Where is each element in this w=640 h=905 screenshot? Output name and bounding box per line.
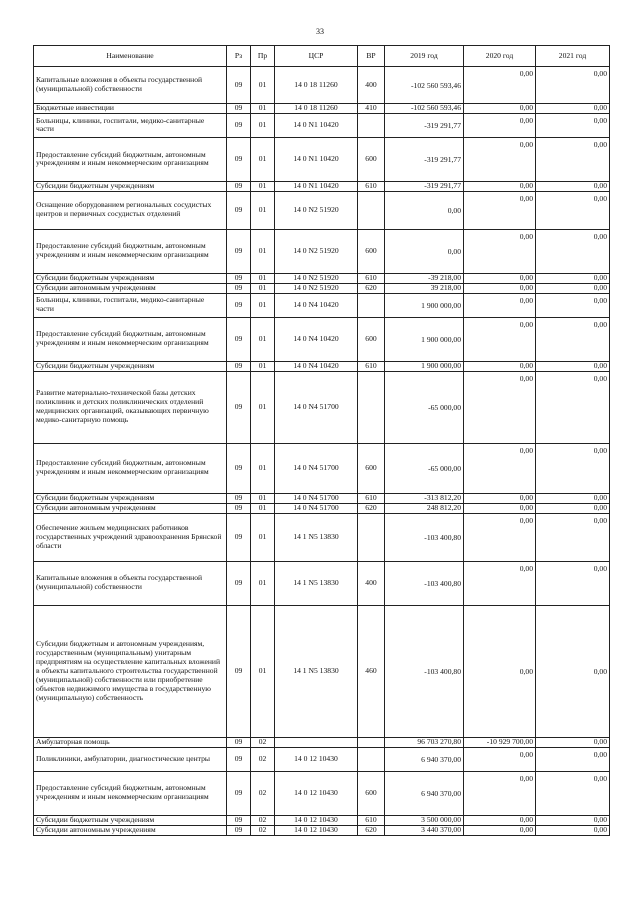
row-rz: 09 <box>227 371 251 443</box>
row-2019: 0,00 <box>385 229 464 273</box>
table-row <box>34 317 610 361</box>
row-vr: 610 <box>358 361 385 371</box>
row-csr: 14 0 N2 51920 <box>275 283 358 293</box>
row-rz: 09 <box>227 283 251 293</box>
row-vr <box>358 513 385 561</box>
row-vr: 610 <box>358 181 385 191</box>
row-name: Субсидии бюджетным учреждениям <box>34 181 227 191</box>
row-vr <box>358 747 385 771</box>
row-2021: 0,00 <box>536 503 610 513</box>
row-vr: 410 <box>358 104 385 114</box>
row-pr: 01 <box>251 104 275 114</box>
row-2020: 0,00 <box>464 825 536 835</box>
row-pr: 01 <box>251 493 275 503</box>
row-vr: 610 <box>358 815 385 825</box>
row-pr: 01 <box>251 113 275 137</box>
row-name: Субсидии бюджетным и автономным учреждениям, государственным (муниципальным) унитарным предприятиям на осуществление капитальных вложений в объекты капитального строительства государственной (муниципальной) собственности или приобретение объектов недвижимого имущества в государственную (муниципальную) собственность <box>34 605 227 737</box>
row-2021: 0,00 <box>536 113 610 137</box>
row-2020: 0,00 <box>464 293 536 317</box>
row-2021: 0,00 <box>536 104 610 114</box>
row-csr: 14 0 12 10430 <box>275 771 358 815</box>
row-name: Субсидии автономным учреждениям <box>34 503 227 513</box>
row-2019: -103 400,80 <box>385 513 464 561</box>
row-2021: 0,00 <box>536 771 610 815</box>
header-csr: ЦСР <box>275 46 358 67</box>
row-csr <box>275 737 358 747</box>
row-rz: 09 <box>227 815 251 825</box>
table-row <box>34 561 610 605</box>
row-csr: 14 0 N1 10420 <box>275 137 358 181</box>
row-pr: 01 <box>251 229 275 273</box>
row-vr: 600 <box>358 443 385 493</box>
row-csr: 14 1 N5 13830 <box>275 561 358 605</box>
row-rz: 09 <box>227 67 251 104</box>
row-rz: 09 <box>227 181 251 191</box>
row-csr: 14 0 N4 51700 <box>275 493 358 503</box>
table-row <box>34 443 610 493</box>
row-vr: 620 <box>358 503 385 513</box>
row-2021: 0,00 <box>536 273 610 283</box>
table-row <box>34 191 610 229</box>
row-name: Больницы, клиники, госпитали, медико-санитарные части <box>34 293 227 317</box>
row-rz: 09 <box>227 229 251 273</box>
row-pr: 01 <box>251 283 275 293</box>
row-pr: 02 <box>251 815 275 825</box>
row-2021: 0,00 <box>536 493 610 503</box>
row-vr: 460 <box>358 605 385 737</box>
row-2019: 1 900 000,00 <box>385 361 464 371</box>
row-csr: 14 0 12 10430 <box>275 815 358 825</box>
row-2020: 0,00 <box>464 493 536 503</box>
header-row <box>34 46 610 67</box>
row-rz: 09 <box>227 771 251 815</box>
row-pr: 01 <box>251 371 275 443</box>
row-csr: 14 0 N4 51700 <box>275 503 358 513</box>
row-2020: 0,00 <box>464 513 536 561</box>
row-rz: 09 <box>227 273 251 283</box>
row-2020: 0,00 <box>464 113 536 137</box>
row-vr: 610 <box>358 493 385 503</box>
row-pr: 01 <box>251 181 275 191</box>
row-2020: 0,00 <box>464 443 536 493</box>
row-csr: 14 0 N4 51700 <box>275 371 358 443</box>
row-2021: 0,00 <box>536 229 610 273</box>
row-rz: 09 <box>227 137 251 181</box>
row-csr: 14 0 18 11260 <box>275 67 358 104</box>
table-row <box>34 371 610 443</box>
row-name: Развитие материально-технической базы детских поликлиник и детских поликлинических отделений медицинских организаций, оказывающих первичную медико-санитарную помощь <box>34 371 227 443</box>
row-2020: 0,00 <box>464 181 536 191</box>
row-2020: 0,00 <box>464 361 536 371</box>
table-row <box>34 737 610 747</box>
row-2021: 0,00 <box>536 137 610 181</box>
row-2019: 39 218,00 <box>385 283 464 293</box>
row-csr: 14 0 N2 51920 <box>275 229 358 273</box>
row-rz: 09 <box>227 113 251 137</box>
row-2019: 3 500 000,00 <box>385 815 464 825</box>
row-csr: 14 0 N4 51700 <box>275 443 358 493</box>
table-row <box>34 361 610 371</box>
row-name: Предоставление субсидий бюджетным, автономным учреждениям и иным некоммерческим организациям <box>34 443 227 493</box>
page-number: 33 <box>316 27 324 36</box>
row-pr: 02 <box>251 825 275 835</box>
row-2021: 0,00 <box>536 605 610 737</box>
row-name: Капитальные вложения в объекты государственной (муниципальной) собственности <box>34 561 227 605</box>
row-2019: -313 812,20 <box>385 493 464 503</box>
row-vr: 600 <box>358 317 385 361</box>
row-name: Амбулаторная помощь <box>34 737 227 747</box>
row-2019: 6 940 370,00 <box>385 747 464 771</box>
row-csr: 14 0 N4 10420 <box>275 361 358 371</box>
table-row <box>34 181 610 191</box>
table-row <box>34 67 610 104</box>
row-2020: 0,00 <box>464 67 536 104</box>
row-pr: 02 <box>251 737 275 747</box>
row-name: Субсидии бюджетным учреждениям <box>34 273 227 283</box>
row-name: Субсидии бюджетным учреждениям <box>34 815 227 825</box>
row-2019: -102 560 593,46 <box>385 104 464 114</box>
row-pr: 01 <box>251 513 275 561</box>
row-csr: 14 0 N4 10420 <box>275 317 358 361</box>
row-vr <box>358 371 385 443</box>
row-2021: 0,00 <box>536 293 610 317</box>
row-csr: 14 0 18 11260 <box>275 104 358 114</box>
row-pr: 01 <box>251 137 275 181</box>
row-vr: 600 <box>358 771 385 815</box>
row-2021: 0,00 <box>536 67 610 104</box>
row-2019: -103 400,80 <box>385 561 464 605</box>
row-2021: 0,00 <box>536 561 610 605</box>
row-2020: 0,00 <box>464 561 536 605</box>
row-2019: 248 812,20 <box>385 503 464 513</box>
row-pr: 01 <box>251 317 275 361</box>
row-2020: 0,00 <box>464 229 536 273</box>
table-row <box>34 747 610 771</box>
row-2021: 0,00 <box>536 747 610 771</box>
table-row <box>34 229 610 273</box>
row-csr: 14 0 N1 10420 <box>275 181 358 191</box>
row-name: Капитальные вложения в объекты государственной (муниципальной) собственности <box>34 67 227 104</box>
table-row <box>34 815 610 825</box>
row-2020: 0,00 <box>464 137 536 181</box>
row-vr: 620 <box>358 283 385 293</box>
budget-table <box>33 45 610 836</box>
row-csr: 14 0 12 10430 <box>275 825 358 835</box>
row-vr: 600 <box>358 137 385 181</box>
row-2021: 0,00 <box>536 181 610 191</box>
row-2020: 0,00 <box>464 503 536 513</box>
row-rz: 09 <box>227 293 251 317</box>
row-pr: 01 <box>251 191 275 229</box>
row-2019: 6 940 370,00 <box>385 771 464 815</box>
row-name: Поликлиники, амбулатории, диагностические центры <box>34 747 227 771</box>
row-rz: 09 <box>227 561 251 605</box>
row-pr: 01 <box>251 293 275 317</box>
row-2019: -319 291,77 <box>385 137 464 181</box>
row-2021: 0,00 <box>536 815 610 825</box>
row-rz: 09 <box>227 513 251 561</box>
row-2019: 1 900 000,00 <box>385 293 464 317</box>
row-vr <box>358 191 385 229</box>
row-vr <box>358 293 385 317</box>
row-2019: -103 400,80 <box>385 605 464 737</box>
row-name: Предоставление субсидий бюджетным, автономным учреждениям и иным некоммерческим организациям <box>34 771 227 815</box>
table-row <box>34 605 610 737</box>
row-2019: 3 440 370,00 <box>385 825 464 835</box>
table-row <box>34 503 610 513</box>
row-pr: 01 <box>251 361 275 371</box>
row-vr: 600 <box>358 229 385 273</box>
row-2019: -39 218,00 <box>385 273 464 283</box>
row-2019: -102 560 593,46 <box>385 67 464 104</box>
row-pr: 01 <box>251 67 275 104</box>
row-2019: -65 000,00 <box>385 371 464 443</box>
row-rz: 09 <box>227 493 251 503</box>
row-2020: 0,00 <box>464 815 536 825</box>
table-row <box>34 825 610 835</box>
row-2019: -65 000,00 <box>385 443 464 493</box>
row-pr: 01 <box>251 503 275 513</box>
table-row <box>34 137 610 181</box>
row-2021: 0,00 <box>536 283 610 293</box>
row-csr: 14 1 N5 13830 <box>275 605 358 737</box>
header-vr: ВР <box>358 46 385 67</box>
header-name: Наименование <box>34 46 227 67</box>
row-2019: 0,00 <box>385 191 464 229</box>
row-csr: 14 0 12 10430 <box>275 747 358 771</box>
row-name: Субсидии бюджетным учреждениям <box>34 361 227 371</box>
header-2021: 2021 год <box>536 46 610 67</box>
row-2021: 0,00 <box>536 191 610 229</box>
row-2020: 0,00 <box>464 283 536 293</box>
table-row <box>34 513 610 561</box>
row-csr: 14 0 N4 10420 <box>275 293 358 317</box>
row-rz: 09 <box>227 104 251 114</box>
row-vr <box>358 113 385 137</box>
row-2020: 0,00 <box>464 191 536 229</box>
row-2020: 0,00 <box>464 747 536 771</box>
row-2020: 0,00 <box>464 771 536 815</box>
table-row <box>34 283 610 293</box>
row-2019: -319 291,77 <box>385 181 464 191</box>
row-2019: 1 900 000,00 <box>385 317 464 361</box>
row-pr: 02 <box>251 771 275 815</box>
row-name: Субсидии автономным учреждениям <box>34 825 227 835</box>
row-rz: 09 <box>227 825 251 835</box>
row-name: Предоставление субсидий бюджетным, автономным учреждениям и иным некоммерческим организациям <box>34 137 227 181</box>
row-2020: 0,00 <box>464 273 536 283</box>
row-name: Предоставление субсидий бюджетным, автономным учреждениям и иным некоммерческим организациям <box>34 317 227 361</box>
row-rz: 09 <box>227 605 251 737</box>
row-2021: 0,00 <box>536 513 610 561</box>
row-csr: 14 1 N5 13830 <box>275 513 358 561</box>
row-vr: 400 <box>358 561 385 605</box>
row-rz: 09 <box>227 443 251 493</box>
row-rz: 09 <box>227 317 251 361</box>
row-csr: 14 0 N2 51920 <box>275 273 358 283</box>
row-2021: 0,00 <box>536 825 610 835</box>
row-vr: 620 <box>358 825 385 835</box>
row-vr <box>358 737 385 747</box>
row-2020: 0,00 <box>464 605 536 737</box>
row-2020: 0,00 <box>464 371 536 443</box>
row-pr: 01 <box>251 273 275 283</box>
row-2021: 0,00 <box>536 361 610 371</box>
table-row <box>34 273 610 283</box>
row-name: Оснащение оборудованием региональных сосудистых центров и первичных сосудистых отделений <box>34 191 227 229</box>
row-2020: 0,00 <box>464 104 536 114</box>
row-name: Субсидии автономным учреждениям <box>34 283 227 293</box>
table-row <box>34 493 610 503</box>
row-name: Бюджетные инвестиции <box>34 104 227 114</box>
row-pr: 01 <box>251 561 275 605</box>
row-2019: -319 291,77 <box>385 113 464 137</box>
row-vr: 610 <box>358 273 385 283</box>
row-name: Предоставление субсидий бюджетным, автономным учреждениям и иным некоммерческим организациям <box>34 229 227 273</box>
row-rz: 09 <box>227 191 251 229</box>
table-row <box>34 293 610 317</box>
row-rz: 09 <box>227 747 251 771</box>
header-pr: Пр <box>251 46 275 67</box>
row-name: Больницы, клиники, госпитали, медико-санитарные части <box>34 113 227 137</box>
row-2019: 96 703 270,80 <box>385 737 464 747</box>
row-pr: 02 <box>251 747 275 771</box>
row-2020: -10 929 700,00 <box>464 737 536 747</box>
row-name: Обеспечение жильем медицинских работников государственных учреждений здравоохранения Брянской области <box>34 513 227 561</box>
header-rz: Рз <box>227 46 251 67</box>
row-2021: 0,00 <box>536 443 610 493</box>
row-2020: 0,00 <box>464 317 536 361</box>
row-rz: 09 <box>227 361 251 371</box>
header-2019: 2019 год <box>385 46 464 67</box>
row-rz: 09 <box>227 503 251 513</box>
table-row <box>34 771 610 815</box>
row-2021: 0,00 <box>536 371 610 443</box>
row-pr: 01 <box>251 605 275 737</box>
row-name: Субсидии бюджетным учреждениям <box>34 493 227 503</box>
row-2021: 0,00 <box>536 317 610 361</box>
row-2021: 0,00 <box>536 737 610 747</box>
table-row <box>34 113 610 137</box>
header-2020: 2020 год <box>464 46 536 67</box>
row-csr: 14 0 N2 51920 <box>275 191 358 229</box>
row-pr: 01 <box>251 443 275 493</box>
row-rz: 09 <box>227 737 251 747</box>
row-vr: 400 <box>358 67 385 104</box>
table-row <box>34 104 610 114</box>
row-csr: 14 0 N1 10420 <box>275 113 358 137</box>
